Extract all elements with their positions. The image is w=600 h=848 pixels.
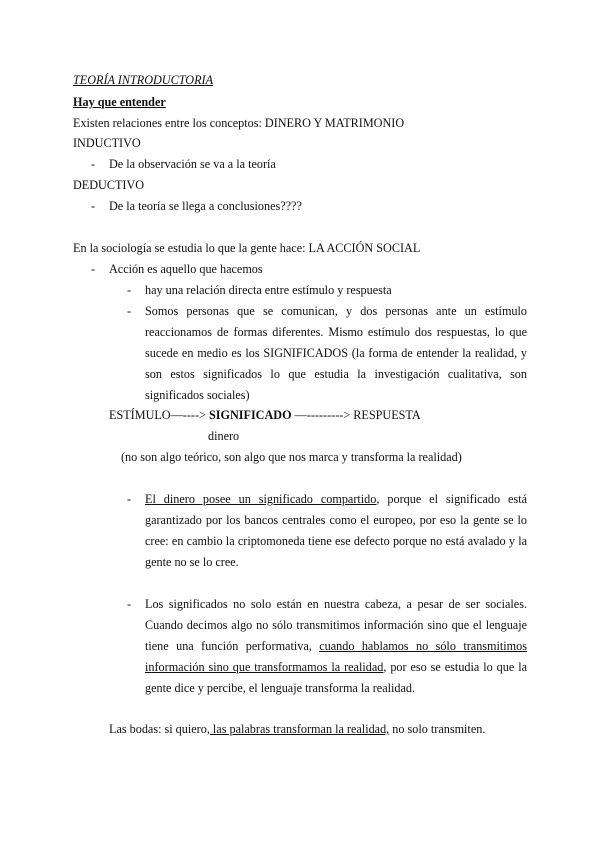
p2-line3-b: cuando hablamos no sólo transmitimos xyxy=(319,639,527,653)
sociologia-line: En la sociología se estudia lo que la gente hace: LA ACCIÓN SOCIAL xyxy=(73,241,421,255)
sub-item-line: sucede en medio es los SIGNIFICADOS (la forma de entender la realidad, y xyxy=(145,346,527,360)
bullet-dash: - xyxy=(91,262,96,276)
p1-rest: , porque el significado está xyxy=(376,492,528,506)
p2-line3-a: tiene una función performativa, xyxy=(145,639,320,653)
bullet-dash: - xyxy=(127,492,132,506)
p2-line: gente dice y percibe, el lenguaje transforma la realidad. xyxy=(145,681,416,695)
paren-note: (no son algo teórico, son algo que nos marca y transforma la realidad) xyxy=(121,450,462,464)
relations-line: Existen relaciones entre los conceptos: DINERO Y MATRIMONIO xyxy=(73,116,405,130)
inductivo-item: De la observación se va a la teoría xyxy=(109,157,276,171)
bodas-a: Las bodas: si quiero, xyxy=(109,722,210,736)
section-heading: Hay que entender xyxy=(73,95,166,109)
accion-item: Acción es aquello que hacemos xyxy=(109,262,263,276)
bullet-dash: - xyxy=(127,597,132,611)
bullet-dash: - xyxy=(127,304,132,318)
bodas-c: no solo transmiten. xyxy=(389,722,486,736)
flow-significado: SIGNIFICADO xyxy=(208,408,292,422)
bodas-line xyxy=(109,719,485,740)
p1-line: garantizado por los bancos centrales como el europeo, por eso la gente se lo xyxy=(145,513,527,527)
sub-item-relacion: hay una relación directa entre estímulo y respuesta xyxy=(145,283,392,297)
deductivo-label: DEDUCTIVO xyxy=(73,178,145,192)
sub-item-line: son estos significados lo que estudia la investigación cualitativa, son xyxy=(145,367,527,381)
bodas-b: las palabras transforman la realidad, xyxy=(209,722,390,736)
p2-line xyxy=(145,636,527,657)
sub-item-line: significados sociales) xyxy=(145,388,250,402)
deductivo-item: De la teoría se llega a conclusiones???? xyxy=(109,199,302,213)
p2-line: Cuando decimos algo no sólo transmitimos información sino que el lenguaje xyxy=(145,618,527,632)
p2-line: Los significados no solo están en nuestra cabeza, a pesar de ser sociales. xyxy=(145,597,527,611)
p1-underlined: El dinero posee un significado compartido xyxy=(145,492,377,506)
inductivo-label: INDUCTIVO xyxy=(73,136,141,150)
p1-line xyxy=(145,489,527,510)
doc-title: TEORÍA INTRODUCTORIA xyxy=(73,73,214,87)
p2-line4-a: información sino que transformamos la realidad xyxy=(145,660,384,674)
flow-stimulus: ESTÍMULO—----> xyxy=(109,408,209,422)
dinero-label: dinero xyxy=(208,429,240,443)
flow-response: —---------> RESPUESTA xyxy=(291,408,421,422)
bullet-dash: - xyxy=(91,157,96,171)
flow-diagram-line xyxy=(109,405,421,426)
p1-line: gente no se lo cree. xyxy=(145,555,239,569)
sub-item-line: reaccionamos de formas diferentes. Mismo estímulo dos respuestas, lo que xyxy=(145,325,527,339)
p2-line4-b: , por eso se estudia lo que la xyxy=(383,660,527,674)
bullet-dash: - xyxy=(91,199,96,213)
p2-line xyxy=(145,657,527,678)
bullet-dash: - xyxy=(127,283,132,297)
p1-line: cree: en cambio la criptomoneda tiene ese defecto porque no está avalado y la xyxy=(145,534,527,548)
sub-item-line: Somos personas que se comunican, y dos personas ante un estímulo xyxy=(145,304,527,318)
